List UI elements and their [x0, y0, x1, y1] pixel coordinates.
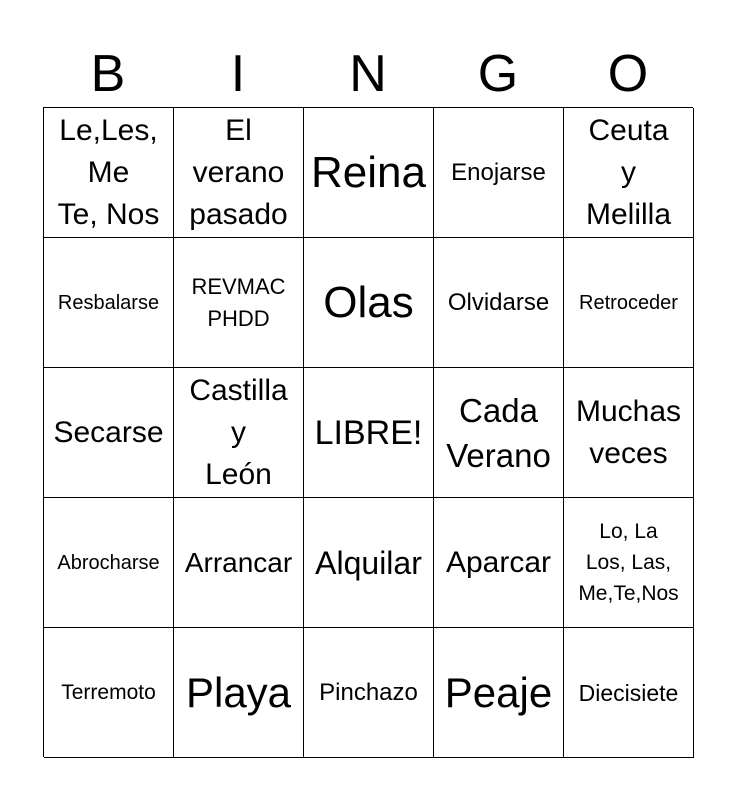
cell-text: Reina: [311, 147, 426, 197]
bingo-cell: [44, 238, 174, 368]
free-space: [304, 368, 434, 498]
bingo-cell: [174, 368, 304, 498]
cell-text: Resbalarse: [57, 291, 160, 314]
cell-text: Aparcar: [445, 545, 552, 579]
bingo-cell: [434, 628, 564, 758]
cell-text: Alquilar: [315, 544, 422, 581]
bingo-cell: [564, 108, 694, 238]
bingo-cell: [304, 238, 434, 368]
bingo-cell: [434, 108, 564, 238]
bingo-cell: [174, 628, 304, 758]
cell-text: Pinchazo: [319, 678, 418, 706]
header-letter-n: N: [349, 45, 387, 103]
bingo-cell: [304, 108, 434, 238]
cell-text: Olas: [323, 277, 414, 327]
bingo-cell: [304, 498, 434, 628]
bingo-header: [43, 44, 693, 104]
bingo-cell: [44, 368, 174, 498]
bingo-cell: [174, 238, 304, 368]
cell-text: Cada Verano: [446, 391, 551, 474]
header-letter-g: G: [477, 45, 519, 103]
cell-text: Muchas veces: [575, 394, 682, 470]
cell-text: Lo, La Los, Las, Me,Te,Nos: [578, 520, 679, 605]
bingo-cell: [564, 628, 694, 758]
cell-text: El verano pasado: [189, 113, 288, 231]
bingo-cell: [44, 498, 174, 628]
header-letter-o: O: [607, 45, 649, 103]
cell-text: Enojarse: [451, 158, 546, 186]
cell-text: Playa: [185, 668, 292, 716]
cell-text: Terremoto: [61, 680, 156, 704]
bingo-cell: [564, 368, 694, 498]
cell-text: Olvidarse: [447, 288, 550, 316]
header-letter-b: B: [90, 45, 126, 103]
cell-text: Ceuta y Melilla: [585, 113, 672, 231]
cell-text: Retroceder: [579, 291, 678, 314]
cell-text: Secarse: [53, 415, 164, 449]
bingo-cell: [174, 498, 304, 628]
bingo-board: [43, 107, 693, 757]
free-space-label: LIBRE!: [314, 413, 423, 452]
cell-text: Castilla y León: [189, 373, 288, 491]
bingo-cell: [434, 238, 564, 368]
cell-text: REVMAC PHDD: [191, 273, 286, 331]
cell-text: Diecisiete: [578, 679, 679, 706]
bingo-cell: [564, 238, 694, 368]
bingo-cell: [44, 628, 174, 758]
bingo-cell: [174, 108, 304, 238]
bingo-cell: [434, 498, 564, 628]
bingo-cell: [304, 628, 434, 758]
cell-text: Abrocharse: [57, 551, 160, 574]
bingo-cell: [564, 498, 694, 628]
bingo-cell: [434, 368, 564, 498]
bingo-cell: [44, 108, 174, 238]
cell-text: Arrancar: [184, 546, 293, 578]
header-letter-i: I: [230, 45, 246, 103]
cell-text: Peaje: [444, 668, 553, 716]
cell-text: Le,Les, Me Te, Nos: [57, 113, 160, 231]
